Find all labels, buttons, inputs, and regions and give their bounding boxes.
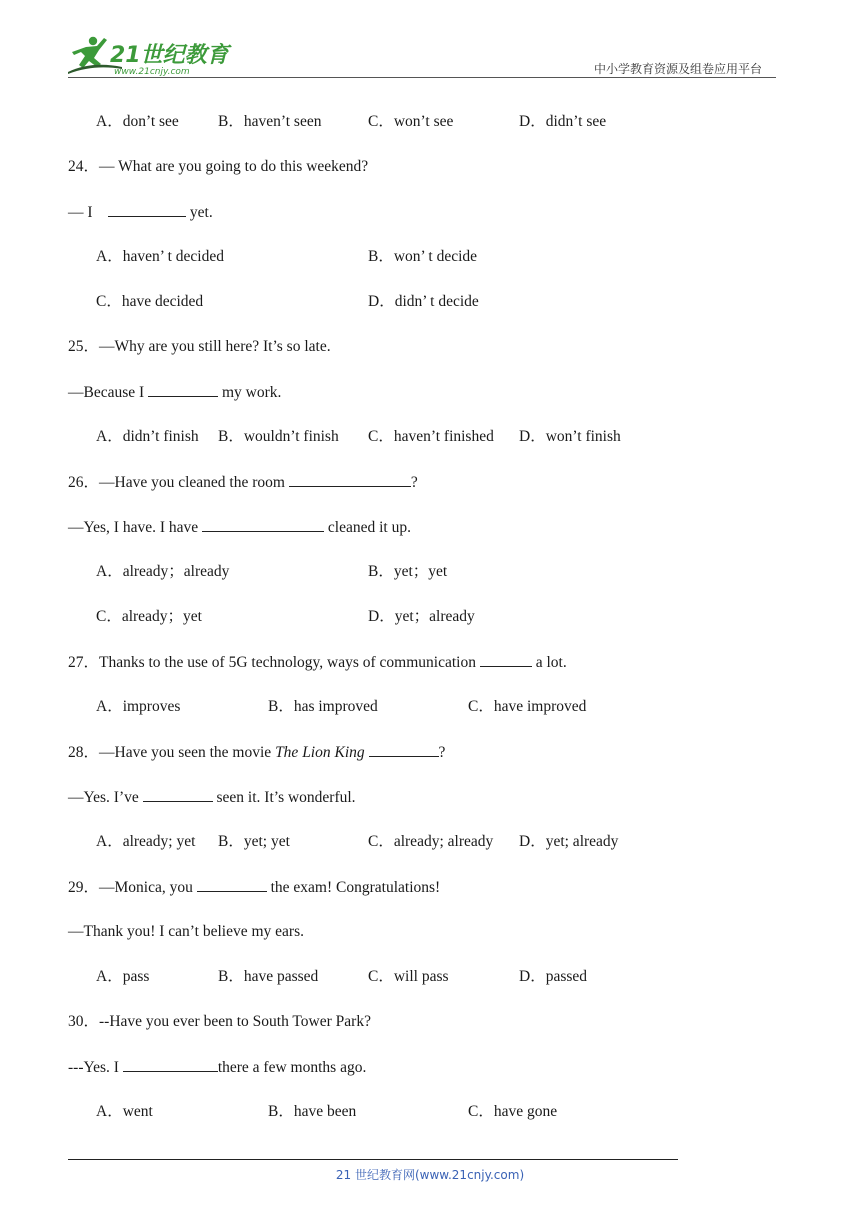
q25-option-d: D．won’t finish	[519, 428, 621, 445]
q24-blank[interactable]	[108, 202, 186, 217]
header-divider	[68, 77, 776, 78]
q28-blank-2[interactable]	[143, 787, 213, 802]
q26-question: 26．—Have you cleaned the room ?	[68, 474, 418, 491]
q28-question: 28．—Have you seen the movie The Lion King ?	[68, 744, 446, 761]
q23-option-d: D．didn’t see	[519, 113, 607, 130]
q28-option-b: B．yet; yet	[218, 833, 290, 850]
q26-answer: —Yes, I have. I have cleaned it up.	[68, 519, 411, 536]
q25-answer: —Because I my work.	[68, 384, 282, 401]
q28-option-d: D．yet; already	[519, 833, 619, 850]
q24-option-a: A．haven’ t decided	[96, 248, 224, 265]
q29-option-b: B．have passed	[218, 968, 319, 985]
q27-blank[interactable]	[480, 652, 532, 667]
footer-divider	[68, 1159, 678, 1160]
q26-blank-2[interactable]	[202, 517, 324, 532]
logo	[64, 34, 234, 78]
q26-option-b: B．yet；yet	[368, 563, 448, 580]
q23-option-b: B．haven’t seen	[218, 113, 322, 130]
q26-option-a: A．already；already	[96, 563, 230, 580]
q24-option-d: D．didn’ t decide	[368, 293, 479, 310]
q25-option-b: B．wouldn’t finish	[218, 428, 339, 445]
q28-option-c: C．already; already	[368, 833, 494, 850]
q27-option-c: C．have improved	[468, 698, 587, 715]
q29-blank[interactable]	[197, 877, 267, 892]
q26-option-d: D．yet；already	[368, 608, 475, 625]
q30-option-b: B．have been	[268, 1103, 357, 1120]
q30-option-a: A．went	[96, 1103, 153, 1120]
footer-link[interactable]: 21 世纪教育网(www.21cnjy.com)	[335, 1168, 525, 1182]
q28-movie-title: The Lion King	[275, 744, 365, 761]
header-platform-text: 中小学教育资源及组卷应用平台	[594, 62, 763, 76]
q25-blank[interactable]	[148, 382, 218, 397]
q29-option-c: C．will pass	[368, 968, 449, 985]
q28-blank-1[interactable]	[369, 742, 439, 757]
q29-answer: —Thank you! I can’t believe my ears.	[68, 923, 305, 940]
logo-text: 21世纪教育	[110, 43, 229, 68]
q28-option-a: A．already; yet	[96, 833, 196, 850]
q26-blank-1[interactable]	[289, 472, 411, 487]
logo-url: www.21cnjy.com	[114, 67, 190, 77]
q24-option-b: B．won’ t decide	[368, 248, 478, 265]
q24-question: 24．— What are you going to do this weekend?	[68, 158, 369, 175]
q23-option-a: A．don’t see	[96, 113, 179, 130]
q30-question: 30．--Have you ever been to South Tower Park?	[68, 1013, 371, 1030]
q27-option-a: A．improves	[96, 698, 181, 715]
q27-question: 27．Thanks to the use of 5G technology, ways of communication a lot.	[68, 654, 567, 671]
q26-option-c: C．already；yet	[96, 608, 202, 625]
q27-option-b: B．has improved	[268, 698, 378, 715]
q28-answer: —Yes. I’ve seen it. It’s wonderful.	[68, 789, 356, 806]
q30-answer: ---Yes. I there a few months ago.	[68, 1059, 367, 1076]
q29-option-d: D．passed	[519, 968, 588, 985]
q24-answer: — I yet.	[68, 204, 213, 221]
q25-question: 25．—Why are you still here? It’s so late.	[68, 338, 331, 355]
q30-option-c: C．have gone	[468, 1103, 558, 1120]
q30-blank[interactable]	[123, 1057, 218, 1072]
q24-option-c: C．have decided	[96, 293, 204, 310]
q23-option-c: C．won’t see	[368, 113, 454, 130]
q29-question: 29．—Monica, you the exam! Congratulations!	[68, 879, 441, 896]
runner-logo-icon	[64, 34, 234, 78]
q25-option-a: A．didn’t finish	[96, 428, 199, 445]
q25-option-c: C．haven’t finished	[368, 428, 494, 445]
q29-option-a: A．pass	[96, 968, 150, 985]
